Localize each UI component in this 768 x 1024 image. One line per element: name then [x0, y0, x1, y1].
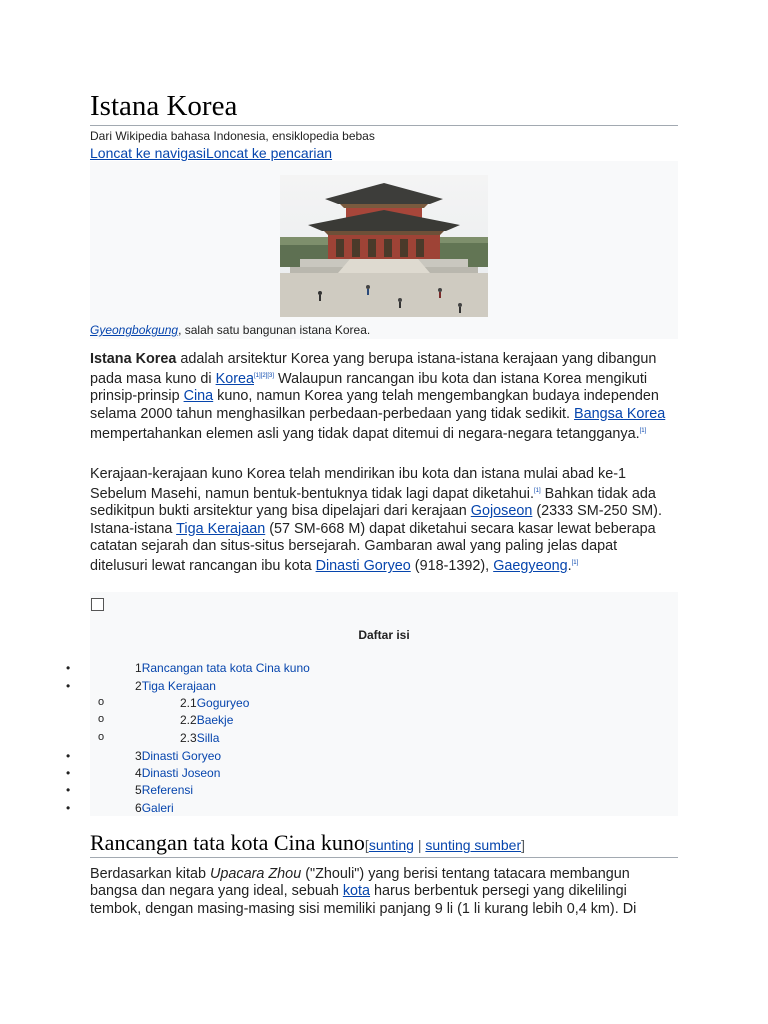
citation-ref[interactable]: [1] — [571, 560, 579, 567]
infobox-figure — [90, 161, 678, 339]
toc-item-3[interactable] — [135, 749, 221, 763]
edit-section-link[interactable]: sunting — [368, 837, 414, 853]
text: (2333 SM-250 SM). Istana-istana — [90, 503, 662, 537]
jump-links — [90, 145, 332, 161]
text: (918-1392), — [410, 558, 494, 575]
toc-item-2-1[interactable] — [180, 696, 249, 710]
intro-paragraph-1 — [90, 351, 678, 443]
edit-source-link[interactable]: sunting sumber — [425, 837, 522, 853]
toc-item-4[interactable] — [135, 766, 220, 780]
gojoseon-link[interactable]: Gojoseon — [470, 503, 533, 520]
toc-number: 1 — [135, 661, 142, 675]
bullet-icon: • — [66, 679, 71, 693]
text: adalah arsitektur Korea yang berupa istana-istana kerajaan yang dibangun pada masa kuno di — [90, 351, 657, 388]
bracket: ] — [521, 837, 525, 853]
korea-link[interactable]: Korea — [215, 371, 255, 388]
caption-text: , salah satu bangunan istana Korea. — [178, 323, 371, 337]
toc-number: 3 — [135, 749, 142, 763]
text: Berdasarkan kitab — [90, 866, 210, 882]
toc-link[interactable]: Rancangan tata kota Cina kuno — [141, 661, 310, 675]
article-subject-bold: Istana Korea — [90, 351, 177, 367]
toc-item-2-3[interactable] — [180, 731, 219, 745]
toc-link[interactable]: Silla — [196, 731, 220, 745]
citation-ref[interactable]: [1][2][3] — [254, 373, 275, 380]
text: harus berbentuk persegi yang dikelilingi tembok, dengan masing-masing sisi memiliki panjang 9 li (1 li kurang lebih 0,4 km). Di — [90, 883, 637, 917]
text: ("Zhouli") yang berisi tentang tatacara membangun bangsa dan negara yang ideal, sebuah — [90, 866, 630, 900]
text: Bahkan tidak ada sedikitpun bukti arsitektur yang bisa dipelajari dari kerajaan — [90, 486, 656, 520]
citation-ref[interactable]: [1] — [534, 488, 541, 495]
toc-number: 6 — [135, 801, 142, 815]
toc-link[interactable]: Dinasti Joseon — [141, 766, 221, 780]
toc-number: 5 — [135, 783, 142, 797]
jump-to-search-link[interactable]: Loncat ke pencarian — [205, 145, 333, 161]
circle-bullet-icon: o — [98, 713, 105, 725]
dinasti-goryeo-link[interactable]: Dinasti Goryeo — [315, 558, 411, 575]
toc-number: 2 — [135, 679, 142, 693]
section-heading — [90, 830, 525, 856]
toc-number: 2.1 — [180, 696, 197, 710]
figure-caption — [90, 323, 370, 337]
gyeongbokgung-link[interactable]: Gyeongbokgung — [90, 323, 179, 337]
text: (57 SM-668 M) dapat diketahui secara kasar lewat beberapa catatan sejarah dan situs-situs bersejarah. Gambaran awal yang paling jelas dapat ditelusuri lewat rancangan ibu kota — [90, 520, 656, 575]
section-edit-links — [365, 837, 525, 853]
bullet-icon: • — [66, 783, 71, 797]
toc-item-5[interactable] — [135, 783, 193, 797]
page-title: Istana Korea — [90, 90, 238, 122]
separator: | — [413, 837, 426, 853]
toc-link[interactable]: Baekje — [196, 713, 234, 727]
text: kuno, namun Korea yang telah mengembangkan budaya independen selama 2000 tahun menghasilkan perbedaan-perbedaan yang tidak sedikit. — [90, 388, 659, 422]
circle-bullet-icon: o — [98, 696, 105, 708]
intro-paragraph-2 — [90, 466, 678, 575]
toc-toggle-checkbox[interactable] — [91, 598, 104, 611]
bullet-icon: • — [66, 749, 71, 763]
text: mempertahankan elemen asli yang tidak dapat ditemui di negara-negara tetangganya. — [90, 425, 640, 442]
section-divider — [90, 857, 678, 858]
bullet-icon: • — [66, 766, 71, 780]
bracket: [ — [364, 837, 369, 853]
bangsa-korea-link[interactable]: Bangsa Korea — [574, 405, 666, 422]
text: . — [567, 558, 572, 575]
tiga-kerajaan-link[interactable]: Tiga Kerajaan — [176, 520, 266, 537]
title-divider — [90, 125, 678, 126]
toc-link[interactable]: Goguryeo — [196, 696, 250, 710]
gaegyeong-link[interactable]: Gaegyeong — [493, 558, 568, 575]
bullet-icon: • — [66, 801, 71, 815]
toc-number: 4 — [135, 766, 142, 780]
toc-title: Daftar isi — [358, 628, 410, 642]
bullet-icon: • — [66, 661, 71, 675]
section-paragraph — [90, 866, 678, 918]
toc-link[interactable]: Galeri — [141, 801, 174, 815]
citation-ref[interactable]: [1] — [639, 427, 647, 434]
toc-link[interactable]: Dinasti Goryeo — [141, 749, 222, 763]
cina-link[interactable]: Cina — [183, 388, 214, 405]
toc-link[interactable]: Referensi — [141, 783, 194, 797]
toc-number: 2.2 — [180, 713, 197, 727]
book-title: Upacara Zhou — [210, 866, 302, 882]
site-tagline: Dari Wikipedia bahasa Indonesia, ensiklopedia bebas — [90, 129, 375, 143]
toc-item-2[interactable] — [135, 679, 216, 693]
toc-item-6[interactable] — [135, 801, 174, 815]
kota-link[interactable]: kota — [342, 883, 371, 900]
section-heading-text: Rancangan tata kota Cina kuno — [90, 830, 365, 855]
jump-to-navigation-link[interactable]: Loncat ke navigasi — [90, 145, 206, 161]
toc-link[interactable]: Tiga Kerajaan — [141, 679, 216, 693]
text: Walaupun rancangan ibu kota dan istana Korea mengikuti prinsip-prinsip — [90, 371, 648, 405]
circle-bullet-icon: o — [98, 731, 105, 743]
toc-item-1[interactable] — [135, 661, 310, 675]
toc-number: 2.3 — [180, 731, 197, 745]
gyeongbokgung-photo[interactable] — [280, 175, 488, 317]
toc-item-2-2[interactable] — [180, 713, 233, 727]
text: Kerajaan-kerajaan kuno Korea telah mendirikan ibu kota dan istana mulai abad ke-1 Sebelum Masehi, namun bentuk-bentuknya tidak lagi dapat diketahui. — [90, 466, 626, 503]
